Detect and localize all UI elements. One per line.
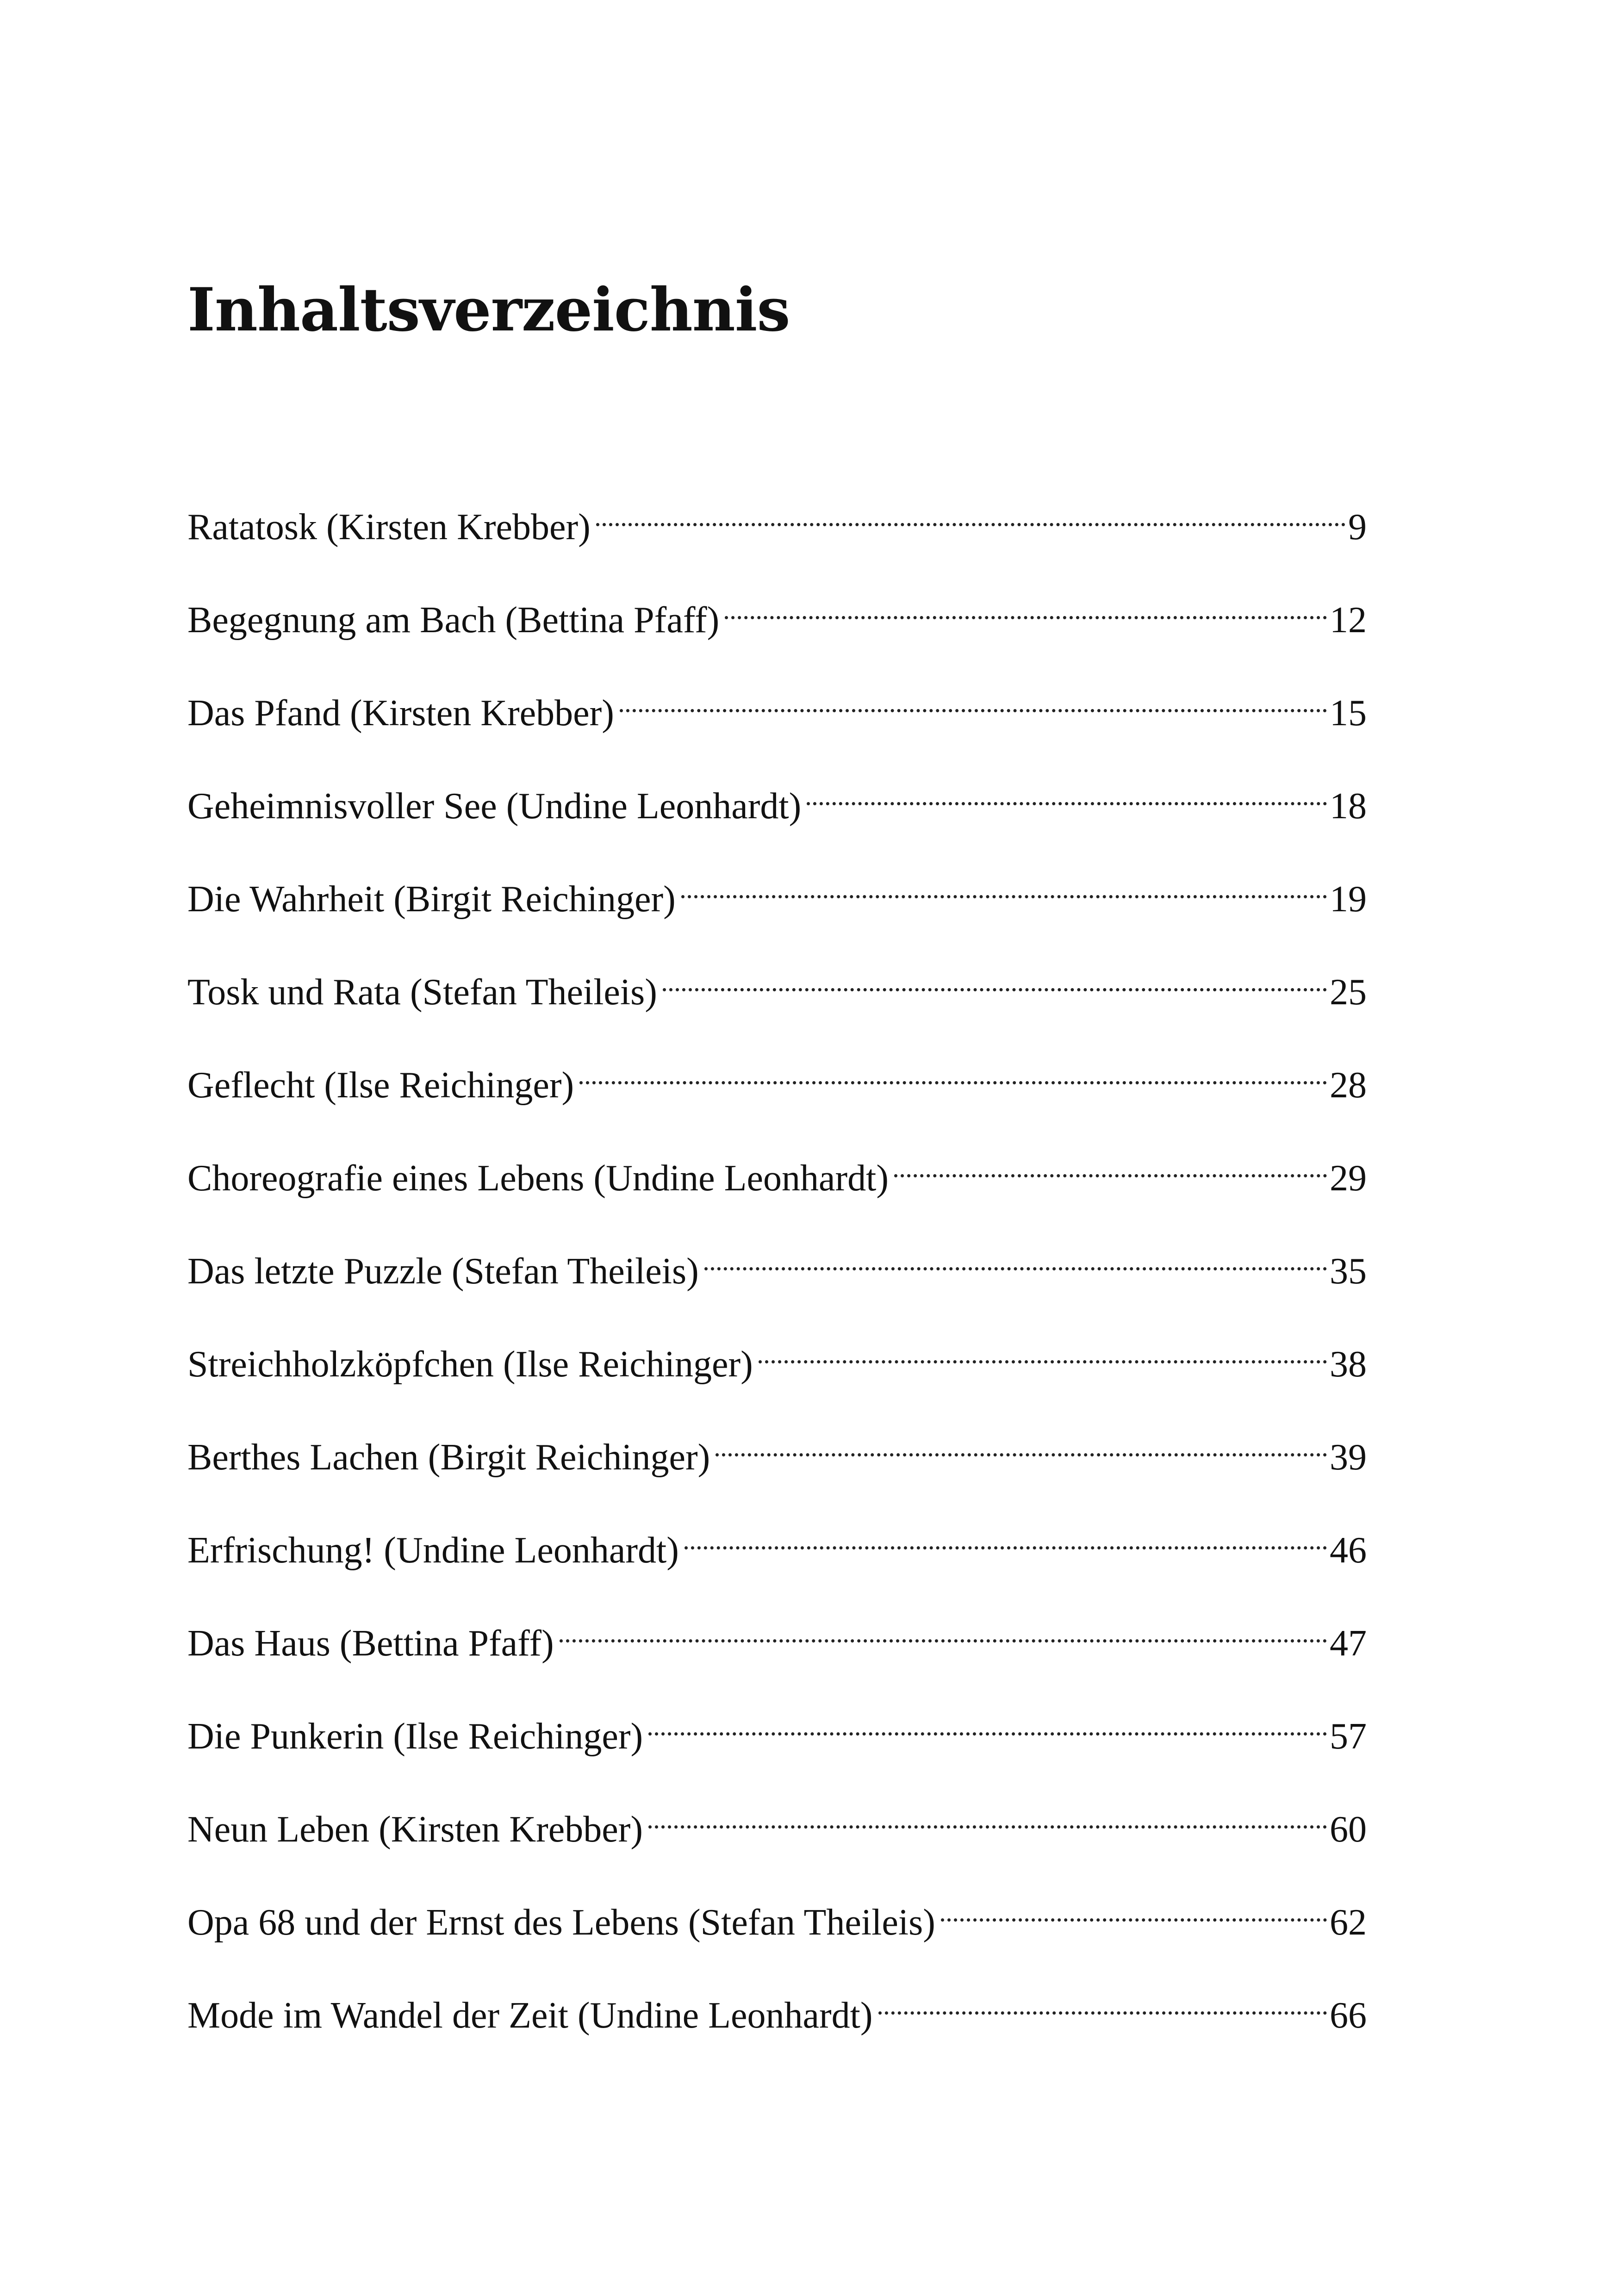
toc-entry-title: Die Punkerin (Ilse Reichinger): [187, 1716, 643, 1757]
toc-entry: [187, 670, 1367, 763]
toc-dot-leader: [620, 670, 1327, 725]
toc-entry-title: Geflecht (Ilse Reichinger): [187, 1065, 574, 1106]
toc-entry-title: Geheimnisvoller See (Undine Leonhardt): [187, 786, 802, 827]
toc-entry-title: Die Wahrheit (Birgit Reichinger): [187, 879, 676, 920]
toc-dot-leader: [648, 1693, 1327, 1748]
toc-entry: [187, 1414, 1367, 1507]
toc-entry-page-number: 39: [1330, 1437, 1367, 1478]
toc-dot-leader: [704, 1228, 1327, 1283]
toc-entry: [187, 1786, 1367, 1879]
toc-entry: [187, 763, 1367, 856]
page-title: Inhaltsverzeichnis: [187, 275, 790, 345]
toc-dot-leader: [681, 856, 1327, 911]
toc-entry-page-number: 57: [1330, 1716, 1367, 1757]
toc-entry-page-number: 25: [1330, 972, 1367, 1013]
toc-entry-title: Erfrischung! (Undine Leonhardt): [187, 1530, 679, 1571]
toc-entry-title: Das letzte Puzzle (Stefan Theileis): [187, 1251, 699, 1292]
toc-entry: [187, 1693, 1367, 1786]
toc-entry-title: Streichholzköpfchen (Ilse Reichinger): [187, 1344, 753, 1385]
toc-dot-leader: [648, 1786, 1327, 1842]
toc-entry-page-number: 19: [1330, 879, 1367, 920]
toc-entry-page-number: 35: [1330, 1251, 1367, 1292]
toc-entry: [187, 1228, 1367, 1321]
toc-entry-title: Begegnung am Bach (Bettina Pfaff): [187, 600, 720, 641]
toc-entry-page-number: 9: [1348, 507, 1367, 548]
toc-entry-page-number: 46: [1330, 1530, 1367, 1571]
toc-entry-page-number: 15: [1330, 693, 1367, 734]
toc-entry: [187, 856, 1367, 949]
toc-entry: [187, 1507, 1367, 1600]
toc-entry-page-number: 47: [1330, 1623, 1367, 1664]
toc-entry-page-number: 12: [1330, 600, 1367, 641]
toc-dot-leader: [941, 1879, 1327, 1935]
toc-entry-page-number: 18: [1330, 786, 1367, 827]
toc-entry-title: Ratatosk (Kirsten Krebber): [187, 507, 591, 548]
toc-entry-page-number: 28: [1330, 1065, 1367, 1106]
toc-entry-title: Berthes Lachen (Birgit Reichinger): [187, 1437, 710, 1478]
toc-dot-leader: [663, 949, 1327, 1004]
toc-entry-title: Opa 68 und der Ernst des Lebens (Stefan Theileis): [187, 1902, 935, 1943]
toc-entry: [187, 1879, 1367, 1972]
toc-entry: [187, 1321, 1367, 1414]
toc-dot-leader: [596, 484, 1345, 539]
toc-entry: [187, 1600, 1367, 1693]
toc-entry: [187, 1135, 1367, 1228]
toc-entry-title: Mode im Wandel der Zeit (Undine Leonhardt): [187, 1995, 873, 2036]
toc-dot-leader: [878, 1972, 1327, 2028]
toc-entry-title: Das Pfand (Kirsten Krebber): [187, 693, 614, 734]
toc-dot-leader: [894, 1135, 1327, 1190]
toc-entry-page-number: 60: [1330, 1809, 1367, 1850]
toc-dot-leader: [685, 1507, 1327, 1562]
toc-dot-leader: [807, 763, 1327, 818]
toc-entry-page-number: 66: [1330, 1995, 1367, 2036]
toc-entry: [187, 1972, 1367, 2065]
toc-entry-page-number: 29: [1330, 1158, 1367, 1199]
toc-entry-page-number: 38: [1330, 1344, 1367, 1385]
toc-entry: [187, 1042, 1367, 1135]
toc-entry-title: Choreografie eines Lebens (Undine Leonhardt): [187, 1158, 889, 1199]
toc-entry-title: Tosk und Rata (Stefan Theileis): [187, 972, 657, 1013]
toc-dot-leader: [579, 1042, 1327, 1097]
toc-dot-leader: [759, 1321, 1327, 1376]
toc-entry: [187, 949, 1367, 1042]
table-of-contents: [187, 484, 1367, 2065]
toc-dot-leader: [716, 1414, 1327, 1469]
toc-entry: [187, 577, 1367, 670]
toc-entry-title: Neun Leben (Kirsten Krebber): [187, 1809, 643, 1850]
toc-entry-title: Das Haus (Bettina Pfaff): [187, 1623, 554, 1664]
toc-entry: [187, 484, 1367, 577]
toc-dot-leader: [560, 1600, 1327, 1655]
toc-dot-leader: [725, 577, 1327, 632]
toc-entry-page-number: 62: [1330, 1902, 1367, 1943]
